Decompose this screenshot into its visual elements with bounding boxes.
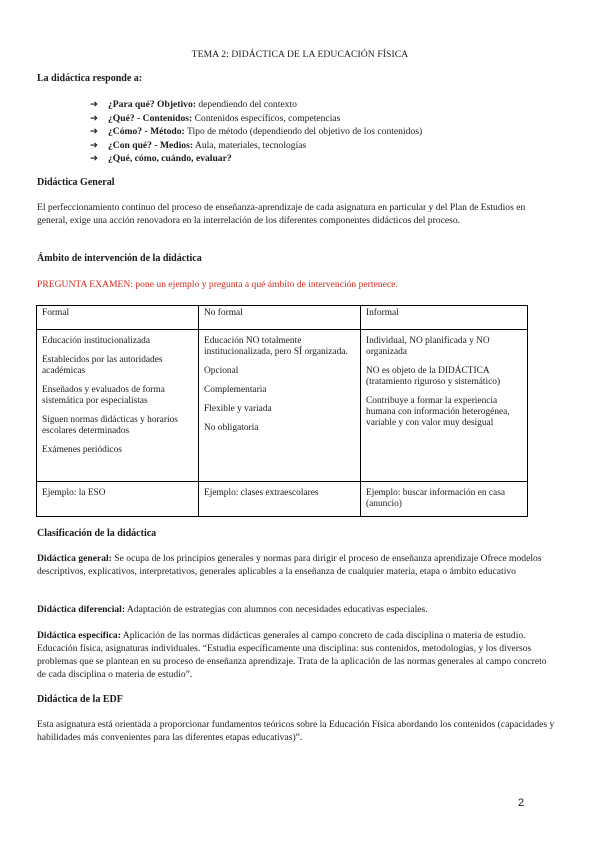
page-title: TEMA 2: DIDÁCTICA DE LA EDUCACIÓN FÍSICA bbox=[191, 49, 409, 60]
cell-text: Complementaria bbox=[204, 385, 267, 395]
didactica-general-paragraph bbox=[37, 552, 557, 578]
header-informal: Informal bbox=[361, 306, 528, 330]
table-header-row bbox=[37, 306, 528, 330]
formal-cell bbox=[37, 330, 199, 482]
example-informal: Ejemplo: buscar información en casa (anuncio) bbox=[361, 482, 528, 517]
cell-text: Individual, NO planificada y NO organizada bbox=[366, 336, 490, 357]
term-label: Didáctica diferencial: bbox=[37, 604, 126, 615]
table-row bbox=[37, 482, 528, 517]
list-item: ➔ ¿Cómo? - Método: Tipo de método (dependiendo del objetivo de los contenidos) bbox=[90, 126, 423, 137]
term-label: Didáctica específica: bbox=[37, 630, 121, 641]
cell-text: Contribuye a formar la experiencia humana con información heterogénea, variable y con valor muy desigual bbox=[366, 396, 510, 428]
arrow-right-icon: ➔ bbox=[90, 99, 99, 110]
cell-text: Enseñados y evaluados de forma sistemática por especialistas bbox=[42, 385, 165, 406]
general-paragraph: El perfeccionamiento continuo del proceso de enseñanza-aprendizaje de cada asignatura en particular y del Plan de Estudios en general, exige una acción renovadora en la interrelación de los diferentes componentes didácticos del proceso. bbox=[37, 202, 526, 226]
cell-text: Siguen normas didácticas y horarios escolares determinados bbox=[42, 415, 178, 436]
cell-text: Flexible y variada bbox=[204, 404, 272, 414]
list-item: ➔ ¿Qué? - Contenidos: Contenidos específicos, competencias bbox=[90, 112, 341, 124]
cell-text: NO es objeto de la DIDÁCTICA (tratamiento riguroso y sistemático) bbox=[366, 366, 501, 387]
list-item: ➔ ¿Para qué? Objetivo: dependiendo del contexto bbox=[90, 99, 297, 110]
ambito-table bbox=[36, 305, 528, 517]
term-label: Didáctica general: bbox=[37, 553, 112, 564]
example-no-formal: Ejemplo: clases extraescolares bbox=[199, 482, 361, 517]
list-item: ➔ ¿Qué, cómo, cuándo, evaluar? bbox=[90, 153, 232, 164]
exam-note: PREGUNTA EXAMEN: pone un ejemplo y pregunta a qué ámbito de intervención pertenece. bbox=[37, 279, 398, 290]
cell-text: Exámenes periódicos bbox=[42, 445, 122, 455]
arrow-right-icon: ➔ bbox=[90, 112, 99, 124]
table-row bbox=[37, 330, 528, 482]
didactica-diferencial-paragraph bbox=[37, 603, 557, 616]
term-text: Se ocupa de los principios generales y normas para dirigir el proceso de enseñanza aprendizaje Ofrece modelos descriptivos, explicativos, interpretativos, generales aplicables a la enseñanza de cualquier materia, etapa o ámbito educativo bbox=[37, 553, 542, 577]
responde-list bbox=[90, 98, 422, 166]
arrow-right-icon: ➔ bbox=[90, 153, 99, 164]
arrow-right-icon: ➔ bbox=[90, 126, 99, 137]
term-text: Aplicación de las normas didácticas generales al campo concreto de cada disciplina o materia de estudio. Educación física, asignaturas individuales. “Estudia específicamente una disciplina: sus contenidos, metodologías, y los diversos problemas que se plantean en su proceso de enseñanza aprendizaje. Trata de la aplicación de las normas generales al campo concreto de cada disciplina o materia de estudio”. bbox=[37, 630, 547, 680]
cell-text: Establecidos por las autoridades académicas bbox=[42, 355, 163, 376]
didactica-especifica-paragraph bbox=[37, 629, 557, 681]
example-formal: Ejemplo: la ESO bbox=[37, 482, 199, 517]
cell-text: No obligatoria bbox=[204, 423, 259, 433]
list-item: ➔ ¿Con qué? - Medios: Aula, materiales, tecnologías bbox=[90, 139, 307, 151]
header-no-formal: No formal bbox=[199, 306, 361, 330]
clasificacion-heading: Clasificación de la didáctica bbox=[37, 528, 157, 539]
term-text: Adaptación de estrategias con alumnos con necesidades educativas especiales. bbox=[125, 604, 428, 615]
general-heading: Didáctica General bbox=[37, 177, 115, 188]
header-formal: Formal bbox=[37, 306, 199, 330]
responde-heading: La didáctica responde a: bbox=[37, 73, 143, 84]
no-formal-cell bbox=[199, 330, 361, 482]
arrow-right-icon: ➔ bbox=[90, 139, 99, 151]
cell-text: Educación NO totalmente institucionalizada, pero SÍ organizada. bbox=[204, 336, 348, 357]
page-number: 2 bbox=[518, 797, 525, 809]
edf-heading: Didáctica de la EDF bbox=[37, 694, 123, 705]
ambito-heading: Ámbito de intervención de la didáctica bbox=[37, 253, 202, 264]
cell-text: Opcional bbox=[204, 366, 239, 376]
cell-text: Educación institucionalizada bbox=[42, 336, 151, 346]
informal-cell bbox=[361, 330, 528, 482]
edf-paragraph: Esta asignatura está orientada a proporcionar fundamentos teóricos sobre la Educación Física abordando los contenidos (capacidades y habilidades más convenientes para las diferentes etapas educativas)”. bbox=[37, 719, 555, 743]
